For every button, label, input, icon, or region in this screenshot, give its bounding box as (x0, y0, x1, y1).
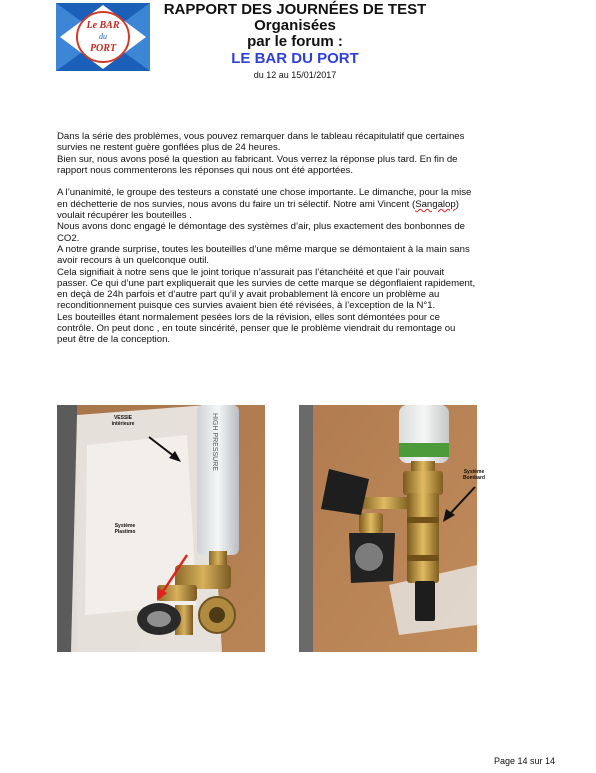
report-dates: du 12 au 15/01/2017 (253, 70, 337, 80)
text-line: CO2. (57, 232, 80, 244)
logo-text-line2: du (99, 32, 107, 41)
text-line: en deçà de 24h parfois et d’autre part qu’il y avait probablement là encore un problème au (57, 289, 440, 301)
text-line: A notre grande surprise, toutes les bouteilles d’une même marque se démontaient à la main sans (57, 243, 470, 255)
report-body (57, 131, 547, 357)
photo-bombard-system (299, 405, 485, 652)
photo-bombard-illustration (299, 405, 477, 652)
text-line: reconditionnement puisque ces survies avaient bien été révisées, à l’exception de la N°1. (57, 300, 436, 312)
report-header (150, 2, 440, 81)
text-line: Nous avons donc engagé le démontage des systèmes d’air, plus exactement des bonbonnes de (57, 221, 466, 233)
bottle-label: HIGH PRESSURE (211, 413, 218, 471)
text-line: peut être de la conception. (57, 334, 171, 346)
text-line: Bien sur, nous avons posé la question au fabricant. Vous verrez la réponse plus tard. En fin de (57, 153, 458, 165)
photo-plastimo-illustration (57, 405, 265, 652)
paragraph-1 (57, 131, 547, 176)
paragraph-2 (57, 187, 547, 345)
text-before-nickname: en déchetterie de nos survies, nous avons du faire un tri sélectif. Notre ami Vincent ( (57, 198, 416, 210)
text-line: rapport nous commenterons les réponses qui nous ont été apportées. (57, 164, 353, 176)
forum-name: LE BAR DU PORT (231, 50, 359, 67)
photo-plastimo-system (57, 405, 265, 652)
label-systeme-plastimo: Système Plastimo (114, 523, 136, 535)
text-line: A l’unanimité, le groupe des testeurs a constaté une chose importante. Le dimanche, pour la mise (57, 187, 472, 199)
text-line: Cela signifiait à notre sens que le joint torique n’assurait pas l’étanchéité et que l’air pouvait (57, 266, 445, 278)
text-line: passer. Ce qui d’une part expliquerait que les survies de cette marque se dégonflaient rapidement, (57, 277, 476, 289)
report-title: RAPPORT DES JOURNÉES DE TEST (163, 1, 427, 18)
text-line: avoir recours à un quelconque outil. (57, 255, 209, 267)
logo-text-line3: PORT (89, 43, 117, 54)
logo-text-line1: Le BAR (86, 20, 120, 31)
label-vessie-interieure: VESSIE intérieure (111, 415, 135, 427)
bar-du-port-logo (56, 3, 150, 71)
nickname-close-paren: ) (455, 198, 459, 210)
nickname-sangalop: Sangalop (415, 198, 456, 210)
text-line: contrôle. On peut donc , en toute sincérité, penser que le problème viendrait du remontage ou (57, 323, 456, 335)
report-subtitle-organisees: Organisées (254, 17, 336, 34)
text-line: Les bouteilles étant normalement pesées lors de la révision, elles sont démontées pour ce (57, 311, 440, 323)
text-line: Dans la série des problèmes, vous pouvez remarquer dans le tableau récapitulatif que certaines (57, 131, 465, 142)
report-subtitle-forum: par le forum : (247, 33, 343, 50)
text-line-vincent (57, 199, 547, 210)
text-line: survies ne restent guère gonflées plus de 24 heures. (57, 142, 281, 154)
label-systeme-bombard: Système Bombard (463, 469, 485, 481)
page-number: Page 14 sur 14 (493, 756, 555, 766)
text-line: voulait récupérer les bouteilles . (57, 210, 192, 222)
